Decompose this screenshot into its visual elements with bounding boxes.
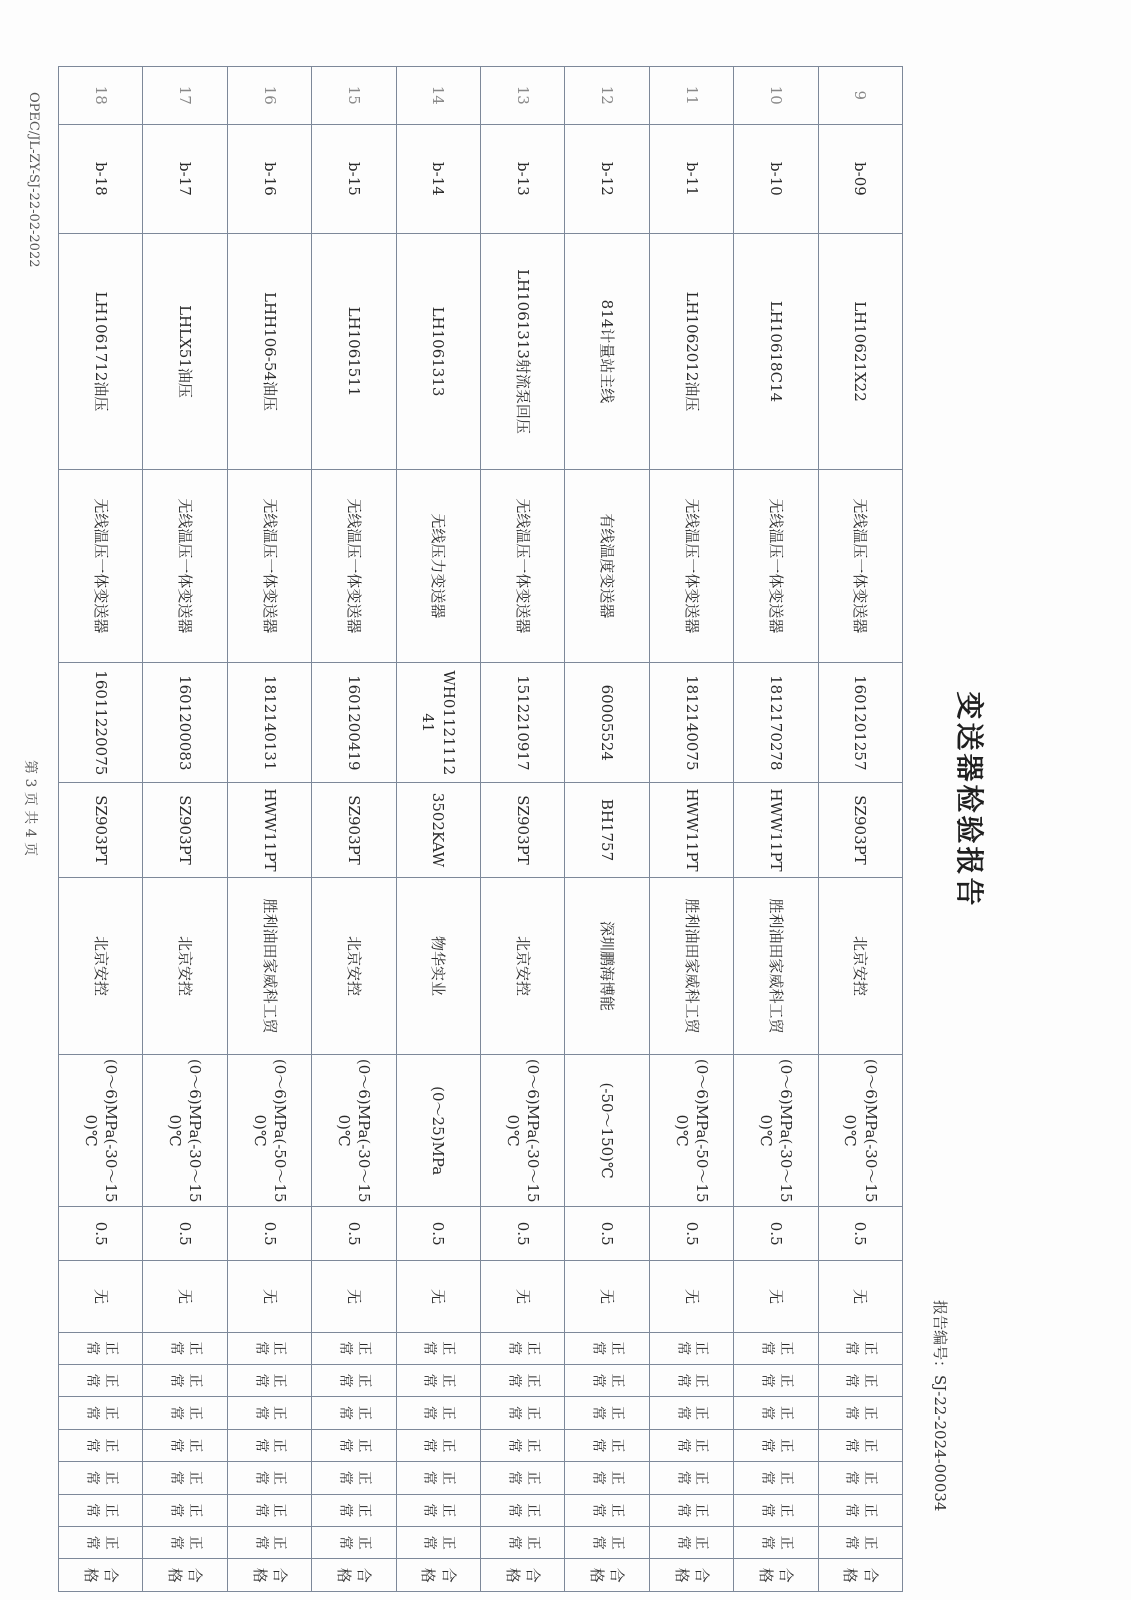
status-cell: 正常: [59, 1332, 143, 1364]
status-cell: 正常: [481, 1397, 565, 1429]
measurement-range-cell: (0～6)MPa(-30～150)℃: [818, 1055, 902, 1207]
table-row: [59, 67, 143, 1592]
damage-check-cell: 无: [481, 1261, 565, 1332]
measurement-range-cell: (0～6)MPa(-30～150)℃: [481, 1055, 565, 1207]
table-row: [312, 67, 396, 1592]
measurement-range-cell: (0～6)MPa(-50～150)℃: [649, 1055, 733, 1207]
serial-number-cell: 1812140075: [649, 663, 733, 783]
row-number-cell: 12: [565, 67, 649, 125]
tag-number-cell: b-13: [481, 124, 565, 234]
status-cell: 正常: [565, 1397, 649, 1429]
instrument-name-cell: 无线温压一体变送器: [143, 469, 227, 663]
install-location-cell: LH1062012油压: [649, 234, 733, 469]
status-cell: 正常: [227, 1462, 311, 1494]
status-cell: 正常: [734, 1429, 818, 1461]
tag-number-cell: b-10: [734, 124, 818, 234]
damage-check-cell: 无: [227, 1261, 311, 1332]
accuracy-class-cell: 0.5: [818, 1207, 902, 1261]
status-cell: 正常: [312, 1429, 396, 1461]
manufacturer-cell: 物华实业: [396, 877, 480, 1055]
row-number-cell: 15: [312, 67, 396, 125]
manufacturer-cell: 北京安控: [143, 877, 227, 1055]
result-cell: 合格: [818, 1559, 902, 1592]
status-cell: 正常: [396, 1397, 480, 1429]
status-cell: 正常: [227, 1397, 311, 1429]
result-cell: 合格: [565, 1559, 649, 1592]
status-cell: 正常: [143, 1364, 227, 1396]
status-cell: 正常: [734, 1397, 818, 1429]
instrument-name-cell: 无线温压一体变送器: [481, 469, 565, 663]
status-cell: 正常: [481, 1462, 565, 1494]
status-cell: 正常: [227, 1332, 311, 1364]
damage-check-cell: 无: [649, 1261, 733, 1332]
serial-number-cell: 1601201257: [818, 663, 902, 783]
status-cell: 正常: [143, 1527, 227, 1559]
status-cell: 正常: [59, 1494, 143, 1526]
accuracy-class-cell: 0.5: [565, 1207, 649, 1261]
status-cell: 正常: [734, 1494, 818, 1526]
document-code: OPEC/JL-ZY-SJ-22-02-2022: [26, 92, 41, 268]
model-number-cell: SZ903PT: [59, 783, 143, 877]
status-cell: 正常: [396, 1527, 480, 1559]
manufacturer-cell: 北京安控: [59, 877, 143, 1055]
result-cell: 合格: [649, 1559, 733, 1592]
result-cell: 合格: [312, 1559, 396, 1592]
serial-number-cell: 1601200419: [312, 663, 396, 783]
status-cell: 正常: [565, 1364, 649, 1396]
table-row: [396, 67, 480, 1592]
measurement-range-cell: (0～25)MPa: [396, 1055, 480, 1207]
model-number-cell: HWW11PT: [227, 783, 311, 877]
status-cell: 正常: [481, 1332, 565, 1364]
status-cell: 正常: [312, 1462, 396, 1494]
accuracy-class-cell: 0.5: [734, 1207, 818, 1261]
instrument-name-cell: 无线温压一体变送器: [649, 469, 733, 663]
status-cell: 正常: [649, 1364, 733, 1396]
serial-number-cell: 1812170278: [734, 663, 818, 783]
tag-number-cell: b-16: [227, 124, 311, 234]
status-cell: 正常: [59, 1429, 143, 1461]
status-cell: 正常: [734, 1332, 818, 1364]
row-number-cell: 18: [59, 67, 143, 125]
status-cell: 正常: [481, 1429, 565, 1461]
result-cell: 合格: [59, 1559, 143, 1592]
row-number-cell: 17: [143, 67, 227, 125]
status-cell: 正常: [818, 1397, 902, 1429]
damage-check-cell: 无: [312, 1261, 396, 1332]
status-cell: 正常: [565, 1462, 649, 1494]
accuracy-class-cell: 0.5: [481, 1207, 565, 1261]
result-cell: 合格: [227, 1559, 311, 1592]
table-row: [227, 67, 311, 1592]
status-cell: 正常: [565, 1332, 649, 1364]
damage-check-cell: 无: [396, 1261, 480, 1332]
damage-check-cell: 无: [59, 1261, 143, 1332]
measurement-range-cell: (0～6)MPa(-30～150)℃: [312, 1055, 396, 1207]
status-cell: 正常: [734, 1527, 818, 1559]
status-cell: 正常: [649, 1429, 733, 1461]
measurement-range-cell: (-50～150)℃: [565, 1055, 649, 1207]
tag-number-cell: b-17: [143, 124, 227, 234]
status-cell: 正常: [312, 1527, 396, 1559]
inspection-table: [58, 66, 903, 1592]
status-cell: 正常: [143, 1429, 227, 1461]
status-cell: 正常: [59, 1397, 143, 1429]
status-cell: 正常: [396, 1494, 480, 1526]
manufacturer-cell: 胜利油田家威科工贸: [649, 877, 733, 1055]
status-cell: 正常: [481, 1494, 565, 1526]
tag-number-cell: b-15: [312, 124, 396, 234]
result-cell: 合格: [734, 1559, 818, 1592]
install-location-cell: 814计量站主线: [565, 234, 649, 469]
status-cell: 正常: [143, 1462, 227, 1494]
serial-number-cell: 1601200083: [143, 663, 227, 783]
manufacturer-cell: 胜利油田家威科工贸: [227, 877, 311, 1055]
accuracy-class-cell: 0.5: [143, 1207, 227, 1261]
install-location-cell: LHLX51油压: [143, 234, 227, 469]
install-location-cell: LH1061313: [396, 234, 480, 469]
measurement-range-cell: (0～6)MPa(-50～150)℃: [227, 1055, 311, 1207]
status-cell: 正常: [312, 1397, 396, 1429]
status-cell: 正常: [565, 1527, 649, 1559]
measurement-range-cell: (0～6)MPa(-30～150)℃: [59, 1055, 143, 1207]
instrument-name-cell: 无线压力变送器: [396, 469, 480, 663]
status-cell: 正常: [227, 1527, 311, 1559]
status-cell: 正常: [312, 1494, 396, 1526]
damage-check-cell: 无: [143, 1261, 227, 1332]
accuracy-class-cell: 0.5: [227, 1207, 311, 1261]
manufacturer-cell: 北京安控: [481, 877, 565, 1055]
status-cell: 正常: [818, 1527, 902, 1559]
damage-check-cell: 无: [818, 1261, 902, 1332]
row-number-cell: 14: [396, 67, 480, 125]
measurement-range-cell: (0～6)MPa(-30～150)℃: [143, 1055, 227, 1207]
status-cell: 正常: [227, 1364, 311, 1396]
status-cell: 正常: [818, 1494, 902, 1526]
status-cell: 正常: [818, 1429, 902, 1461]
model-number-cell: SZ903PT: [481, 783, 565, 877]
status-cell: 正常: [143, 1332, 227, 1364]
status-cell: 正常: [396, 1462, 480, 1494]
result-cell: 合格: [396, 1559, 480, 1592]
status-cell: 正常: [59, 1527, 143, 1559]
instrument-name-cell: 无线温压一体变送器: [227, 469, 311, 663]
model-number-cell: SZ903PT: [312, 783, 396, 877]
serial-number-cell: WH0112111241: [396, 663, 480, 783]
serial-number-cell: 16011220075: [59, 663, 143, 783]
table-row: [649, 67, 733, 1592]
serial-number-cell: 1812140131: [227, 663, 311, 783]
tag-number-cell: b-11: [649, 124, 733, 234]
tag-number-cell: b-18: [59, 124, 143, 234]
status-cell: 正常: [481, 1364, 565, 1396]
status-cell: 正常: [649, 1332, 733, 1364]
status-cell: 正常: [565, 1429, 649, 1461]
status-cell: 正常: [565, 1494, 649, 1526]
tag-number-cell: b-12: [565, 124, 649, 234]
row-number-cell: 9: [818, 67, 902, 125]
accuracy-class-cell: 0.5: [649, 1207, 733, 1261]
result-cell: 合格: [481, 1559, 565, 1592]
serial-number-cell: 60005524: [565, 663, 649, 783]
status-cell: 正常: [227, 1429, 311, 1461]
page-number: 第 3 页 共 4 页: [22, 760, 38, 857]
install-location-cell: LH1061313射流泵回压: [481, 234, 565, 469]
status-cell: 正常: [649, 1462, 733, 1494]
instrument-name-cell: 无线温压一体变送器: [312, 469, 396, 663]
report-number: 报告编号：SJ-22-2024-00034: [931, 1300, 949, 1512]
row-number-cell: 10: [734, 67, 818, 125]
instrument-name-cell: 有线温度变送器: [565, 469, 649, 663]
status-cell: 正常: [396, 1429, 480, 1461]
status-cell: 正常: [396, 1332, 480, 1364]
status-cell: 正常: [734, 1364, 818, 1396]
install-location-cell: LH10621X22: [818, 234, 902, 469]
status-cell: 正常: [734, 1462, 818, 1494]
status-cell: 正常: [227, 1494, 311, 1526]
status-cell: 正常: [59, 1364, 143, 1396]
table-row: [565, 67, 649, 1592]
measurement-range-cell: (0～6)MPa(-30～150)℃: [734, 1055, 818, 1207]
install-location-cell: LH1061511: [312, 234, 396, 469]
model-number-cell: HWW11PT: [649, 783, 733, 877]
manufacturer-cell: 北京安控: [818, 877, 902, 1055]
instrument-name-cell: 无线温压一体变送器: [59, 469, 143, 663]
row-number-cell: 16: [227, 67, 311, 125]
manufacturer-cell: 北京安控: [312, 877, 396, 1055]
status-cell: 正常: [396, 1364, 480, 1396]
accuracy-class-cell: 0.5: [312, 1207, 396, 1261]
status-cell: 正常: [481, 1527, 565, 1559]
status-cell: 正常: [818, 1364, 902, 1396]
instrument-name-cell: 无线温压一体变送器: [818, 469, 902, 663]
install-location-cell: LHH106-54油压: [227, 234, 311, 469]
status-cell: 正常: [312, 1332, 396, 1364]
status-cell: 正常: [59, 1462, 143, 1494]
damage-check-cell: 无: [734, 1261, 818, 1332]
model-number-cell: BH1757: [565, 783, 649, 877]
table-row: [818, 67, 902, 1592]
accuracy-class-cell: 0.5: [396, 1207, 480, 1261]
model-number-cell: SZ903PT: [818, 783, 902, 877]
status-cell: 正常: [649, 1494, 733, 1526]
table-row: [734, 67, 818, 1592]
install-location-cell: LH1061712油压: [59, 234, 143, 469]
model-number-cell: HWW11PT: [734, 783, 818, 877]
tag-number-cell: b-14: [396, 124, 480, 234]
status-cell: 正常: [312, 1364, 396, 1396]
table-row: [481, 67, 565, 1592]
tag-number-cell: b-09: [818, 124, 902, 234]
install-location-cell: LH10618C14: [734, 234, 818, 469]
status-cell: 正常: [649, 1397, 733, 1429]
damage-check-cell: 无: [565, 1261, 649, 1332]
serial-number-cell: 1512210917: [481, 663, 565, 783]
status-cell: 正常: [143, 1494, 227, 1526]
status-cell: 正常: [143, 1397, 227, 1429]
status-cell: 正常: [649, 1527, 733, 1559]
manufacturer-cell: 深圳鹏海博能: [565, 877, 649, 1055]
model-number-cell: SZ903PT: [143, 783, 227, 877]
instrument-name-cell: 无线温压一体变送器: [734, 469, 818, 663]
result-cell: 合格: [143, 1559, 227, 1592]
manufacturer-cell: 胜利油田家威科工贸: [734, 877, 818, 1055]
status-cell: 正常: [818, 1332, 902, 1364]
accuracy-class-cell: 0.5: [59, 1207, 143, 1261]
row-number-cell: 11: [649, 67, 733, 125]
row-number-cell: 13: [481, 67, 565, 125]
status-cell: 正常: [818, 1462, 902, 1494]
table-row: [143, 67, 227, 1592]
report-title: 变送器检验报告: [953, 691, 986, 909]
model-number-cell: 3502KAW: [396, 783, 480, 877]
